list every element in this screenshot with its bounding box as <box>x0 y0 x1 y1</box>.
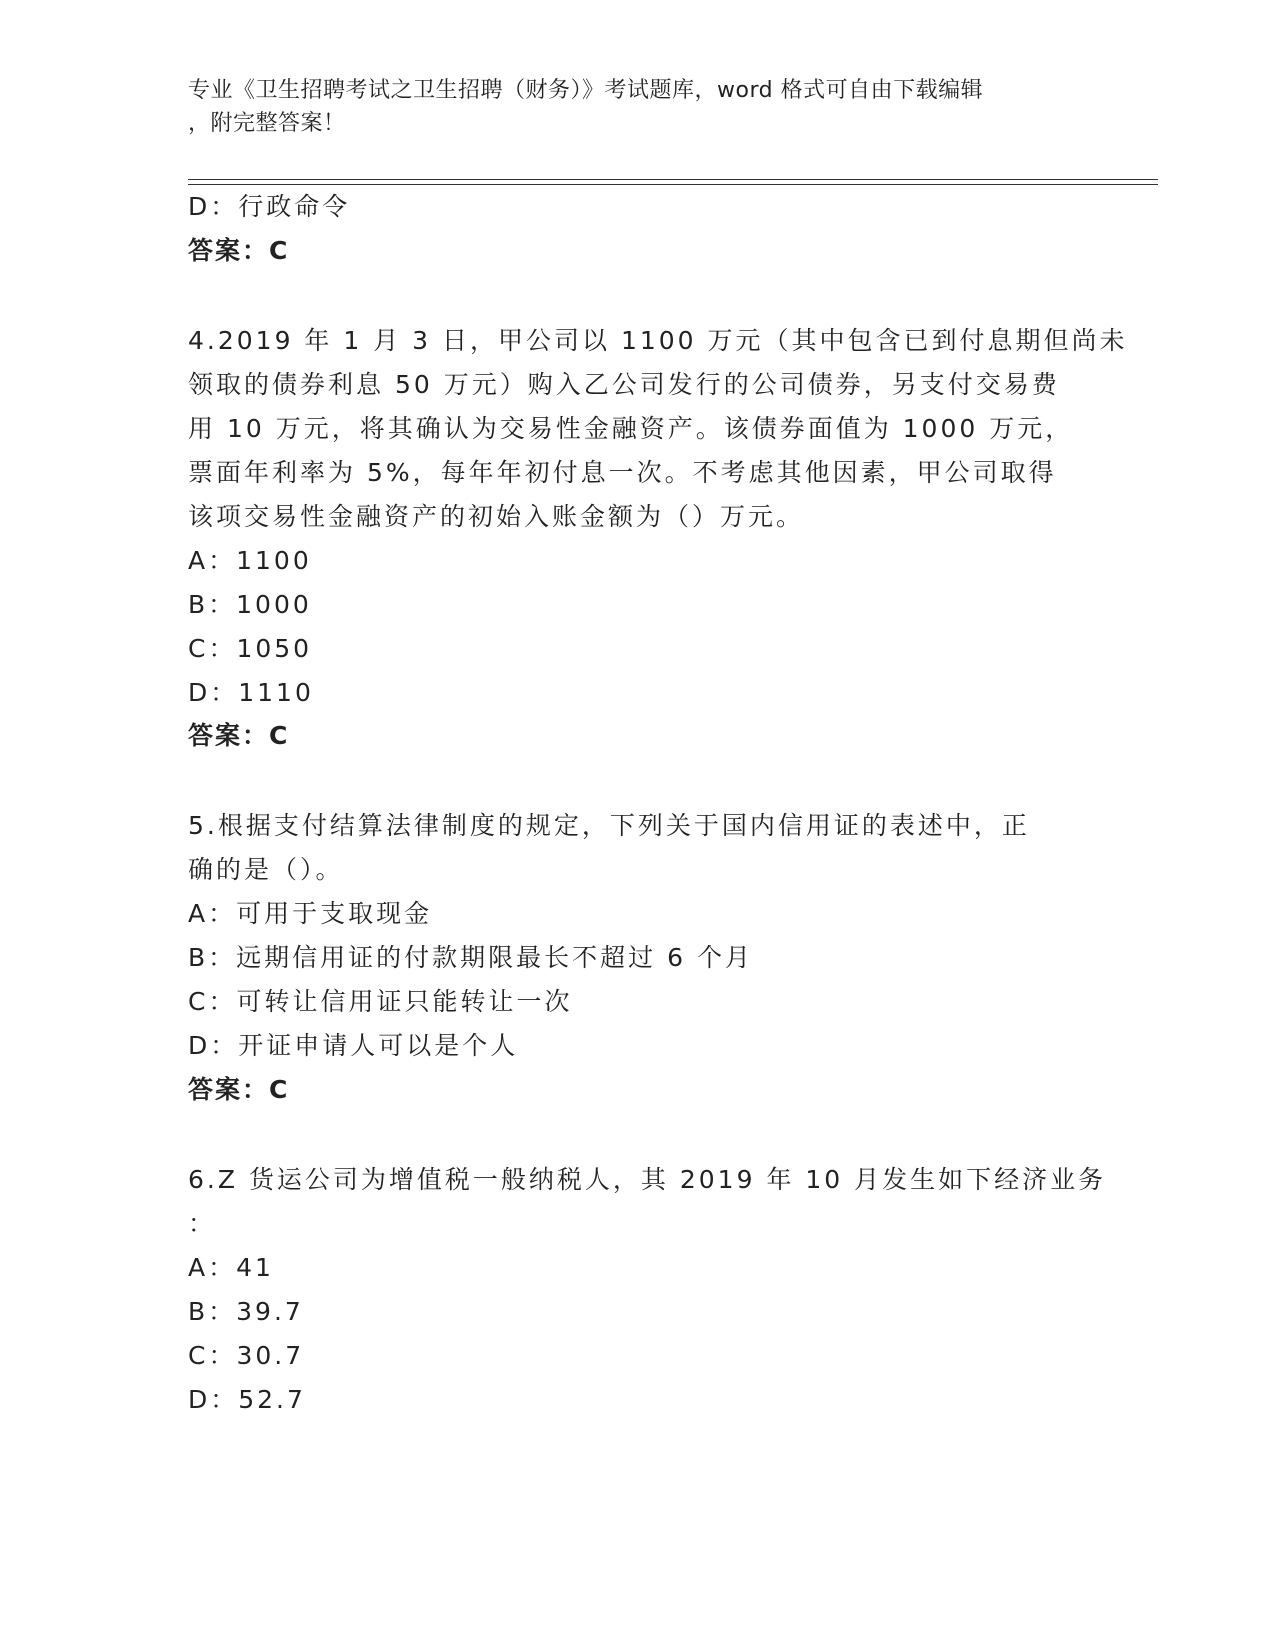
q4-stem-line-1: 4.2019 年 1 月 3 日，甲公司以 1100 万元（其中包含已到付息期但尚未 <box>188 326 1128 355</box>
q3-answer: 答案：C <box>188 236 290 265</box>
q4-option-d: D：1110 <box>188 678 314 707</box>
header-divider-top <box>188 179 1158 180</box>
q5-stem-line-2: 确的是（）。 <box>188 855 344 884</box>
q5-stem-line-1: 5.根据支付结算法律制度的规定，下列关于国内信用证的表述中，正 <box>188 811 1030 840</box>
document-header <box>188 74 1068 140</box>
q6-option-d: D：52.7 <box>188 1385 306 1414</box>
header-text-line-2: ，附完整答案！ <box>188 111 346 136</box>
q3-option-d: D：行政命令 <box>188 192 351 221</box>
q5-option-d: D：开证申请人可以是个人 <box>188 1031 519 1060</box>
q4-stem-line-3: 用 10 万元，将其确认为交易性金融资产。该债券面值为 1000 万元， <box>188 414 1074 443</box>
q4-option-b: B：1000 <box>188 590 312 619</box>
header-text-line-1: 专业《卫生招聘考试之卫生招聘（财务）》考试题库，word 格式可自由下载编辑 <box>188 78 984 103</box>
q4-stem-line-4: 票面年利率为 5%，每年年初付息一次。不考虑其他因素，甲公司取得 <box>188 458 1057 487</box>
q5-option-b: B：远期信用证的付款期限最长不超过 6 个月 <box>188 943 753 972</box>
q4-stem-line-5: 该项交易性金融资产的初始入账金额为（）万元。 <box>188 502 805 531</box>
q4-answer: 答案：C <box>188 721 290 750</box>
q4-option-c: C：1050 <box>188 634 313 663</box>
q4-option-a: A：1100 <box>188 546 312 575</box>
q5-option-c: C：可转让信用证只能转让一次 <box>188 987 573 1016</box>
q6-option-a: A：41 <box>188 1253 274 1282</box>
q5-answer: 答案：C <box>188 1075 290 1104</box>
q6-option-b: B：39.7 <box>188 1297 304 1326</box>
q6-stem-line-2: ： <box>188 1209 217 1238</box>
q4-stem-line-2: 领取的债券利息 50 万元）购入乙公司发行的公司债券，另支付交易费 <box>188 370 1060 399</box>
header-divider-bottom <box>188 184 1158 185</box>
q5-option-a: A：可用于支取现金 <box>188 899 433 928</box>
q6-stem-line-1: 6.Z 货运公司为增值税一般纳税人，其 2019 年 10 月发生如下经济业务 <box>188 1165 1107 1194</box>
q6-option-c: C：30.7 <box>188 1341 305 1370</box>
